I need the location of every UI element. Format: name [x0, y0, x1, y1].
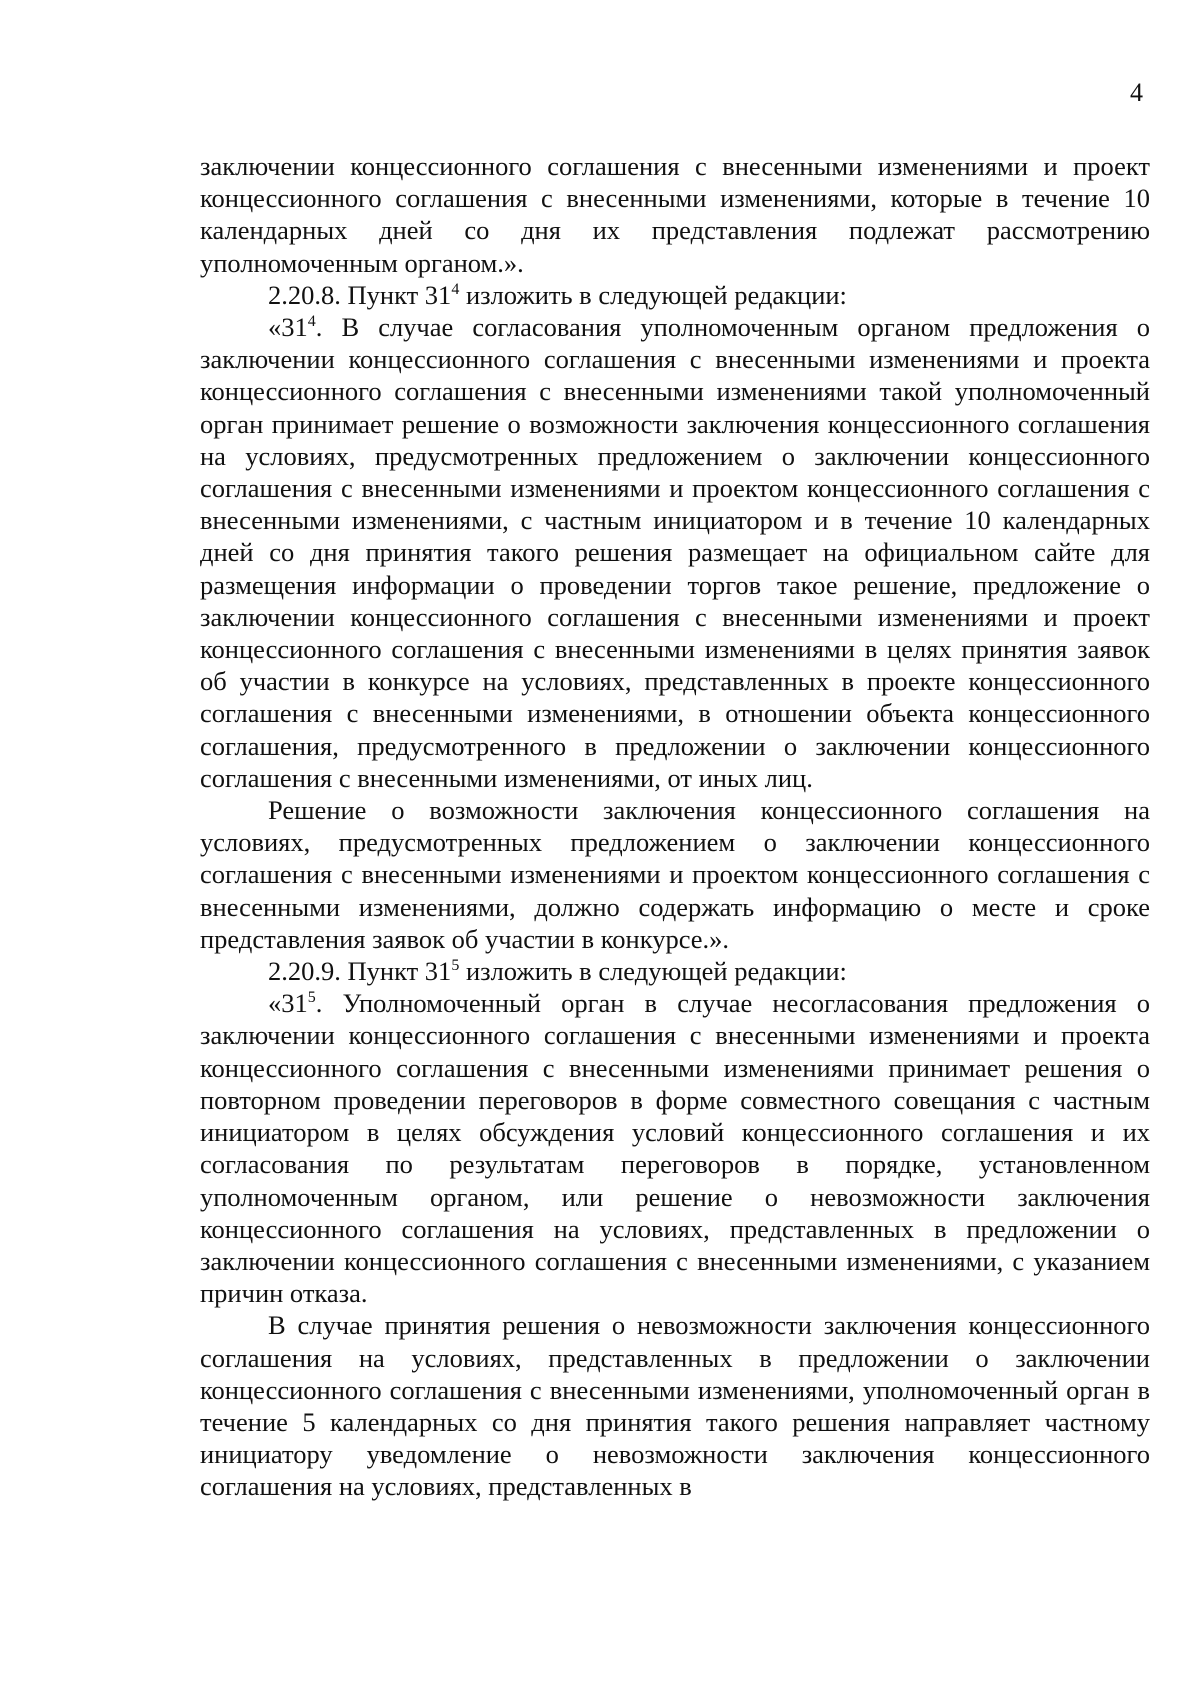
paragraph-refusal-case: В случае принятия решения о невозможности заключения концессионного соглашения на условиях, представленных в предложении о заключении концессионного соглашения с внесенными изменениями, уполномоченный орган в течение 5 календарных со дня принятия такого решения направляет частному инициатору уведомление о невозможности заключения концессионного соглашения на условиях, представленных в [200, 1310, 1150, 1502]
clause-31-4-superscript: 4 [307, 313, 316, 331]
paragraph-continuation: заключении концессионного соглашения с внесенными изменениями и проект концессионного соглашения с внесенными изменениями, которые в течение 10 календарных дней со дня их представления подлежат рассмотрению уполномоченным органом.». [200, 151, 1150, 278]
paragraph-item-2-20-9 [200, 955, 1150, 987]
clause-31-5-text-start: «31 [268, 988, 308, 1019]
item-2-20-8-text-end: изложить в следующей редакции: [459, 279, 847, 310]
clause-31-4-text-end: . В случае согласования уполномоченным органом предложения о заключении концессионного соглашения с внесенными изменениями и проекта концессионного соглашения с внесенными изменениями такой уполномоченный орган принимает решение о возможности заключения концессионного соглашения на условиях, предусмотренных предложением о заключении концессионного соглашения с внесенными изменениями и проектом концессионного соглашения с внесенными изменениями, с частным инициатором и в течение 10 календарных дней со дня принятия такого решения размещает на официальном сайте для размещения информации о проведении торгов такое решение, предложение о заключении концессионного соглашения с внесенными изменениями и проект концессионного соглашения с внесенными изменениями в целях принятия заявок об участии в конкурсе на условиях, представленных в проекте концессионного соглашения с внесенными изменениями, в отношении объекта концессионного соглашения, предусмотренного в предложении о заключении концессионного соглашения с внесенными изменениями, от иных лиц. [200, 312, 1150, 793]
paragraph-clause-31-4 [200, 311, 1150, 794]
clause-31-4-text-start: «31 [268, 312, 308, 343]
paragraph-item-2-20-8 [200, 279, 1150, 311]
paragraph-clause-31-5 [200, 987, 1150, 1309]
item-2-20-8-superscript: 4 [451, 280, 460, 298]
item-2-20-8-text-start: 2.20.8. Пункт 31 [268, 279, 452, 310]
paragraph-decision: Решение о возможности заключения концессионного соглашения на условиях, предусмотренных предложением о заключении концессионного соглашения с внесенными изменениями и проектом концессионного соглашения с внесенными изменениями, должно содержать информацию о месте и сроке представления заявок об участии в конкурсе.». [200, 795, 1150, 954]
clause-31-5-superscript: 5 [307, 989, 316, 1007]
item-2-20-9-text-end: изложить в следующей редакции: [459, 956, 847, 987]
clause-31-5-text-end: . Уполномоченный орган в случае несогласования предложения о заключении концессионного соглашения с внесенными изменениями и проекта концессионного соглашения с внесенными изменениями принимает решения о повторном проведении переговоров в форме совместного совещания с частным инициатором в целях обсуждения условий концессионного соглашения и их согласования по результатам переговоров в порядке, установленном уполномоченным органом, или решение о невозможности заключения концессионного соглашения на условиях, представленных в предложении о заключении концессионного соглашения с внесенными изменениями, с указанием причин отказа. [200, 988, 1150, 1309]
page-number: 4 [1130, 78, 1143, 107]
item-2-20-9-text-start: 2.20.9. Пункт 31 [268, 956, 452, 987]
document-body [200, 150, 1150, 1503]
item-2-20-9-superscript: 5 [451, 957, 460, 975]
